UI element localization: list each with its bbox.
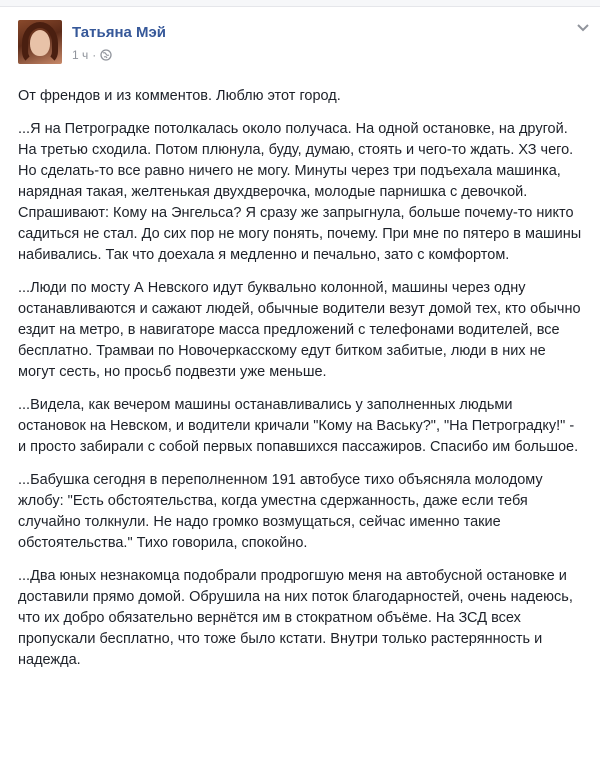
post-body [18, 86, 584, 683]
post-timestamp[interactable]: 1 ч [72, 48, 89, 62]
post-paragraph: ...Я на Петроградке потолкалась около получаса. На одной остановке, на другой. На третью сходила. Потом плюнула, буду, думаю, стоять и чего-то ждать. ХЗ чего. Но сделать-то все равно ничего не могу. Минуты через три подъехала машинка, нарядная такая, желтенькая двухдверочка, молодые парнишка с девочкой. Спрашивают: Кому на Энгельса? Я сразу же запрыгнула, больше почему-то никто садиться не стал. До сих пор не могу понять, почему. При мне по пятеро в машины набивались. Так что доехала я медленно и печально, зато с комфортом. [18, 121, 582, 263]
post-paragraph: ...Два юных незнакомца подобрали продрогшую меня на автобусной остановке и доставили прямо домой. Обрушила на них поток благодарностей, очень надеюсь, что их добро обязательно вернётся им в стократном объёме. На ЗСД всех пропускали бесплатно, что тоже было кстати. Внутри только растерянность и надежда. [18, 568, 573, 668]
post-meta [72, 48, 112, 62]
post-paragraph: От френдов и из комментов. Люблю этот город. [18, 88, 341, 104]
meta-separator: · [92, 48, 97, 62]
avatar[interactable] [18, 20, 62, 64]
post-paragraph: ...Люди по мосту А Невского идут буквально колонной, машины через одну останавливаются и сажают людей, обычные водители везут домой тех, кто обычно ездит на метро, в навигаторе масса предложений с телефонами водителей, все бесплатно. Трамваи по Новочеркасскому едут битком забитые, люди в них не могут сесть, но просьб подвезти уже меньше. [18, 280, 581, 380]
avatar-face [30, 30, 50, 56]
chevron-down-icon[interactable] [576, 20, 590, 30]
globe-icon[interactable] [100, 49, 112, 61]
post-paragraph: ...Видела, как вечером машины останавливались у заполненных людьми остановок на Невском, и водители кричали "Кому на Ваську?", "На Петроградку!" - и просто забирали с собой первых попавшихся пассажиров. Спасибо им большое. [18, 397, 579, 455]
facebook-post [0, 6, 600, 762]
post-paragraph: ...Бабушка сегодня в переполненном 191 автобусе тихо объясняла молодому жлобу: "Есть обстоятельства, когда уместна сдержанность, даже если тебя случайно толкнули. Не надо громко возмущаться, сейчас именно такие обстоятельства." Тихо говорила, спокойно. [18, 472, 543, 551]
author-name-link[interactable]: Татьяна Мэй [72, 24, 167, 41]
